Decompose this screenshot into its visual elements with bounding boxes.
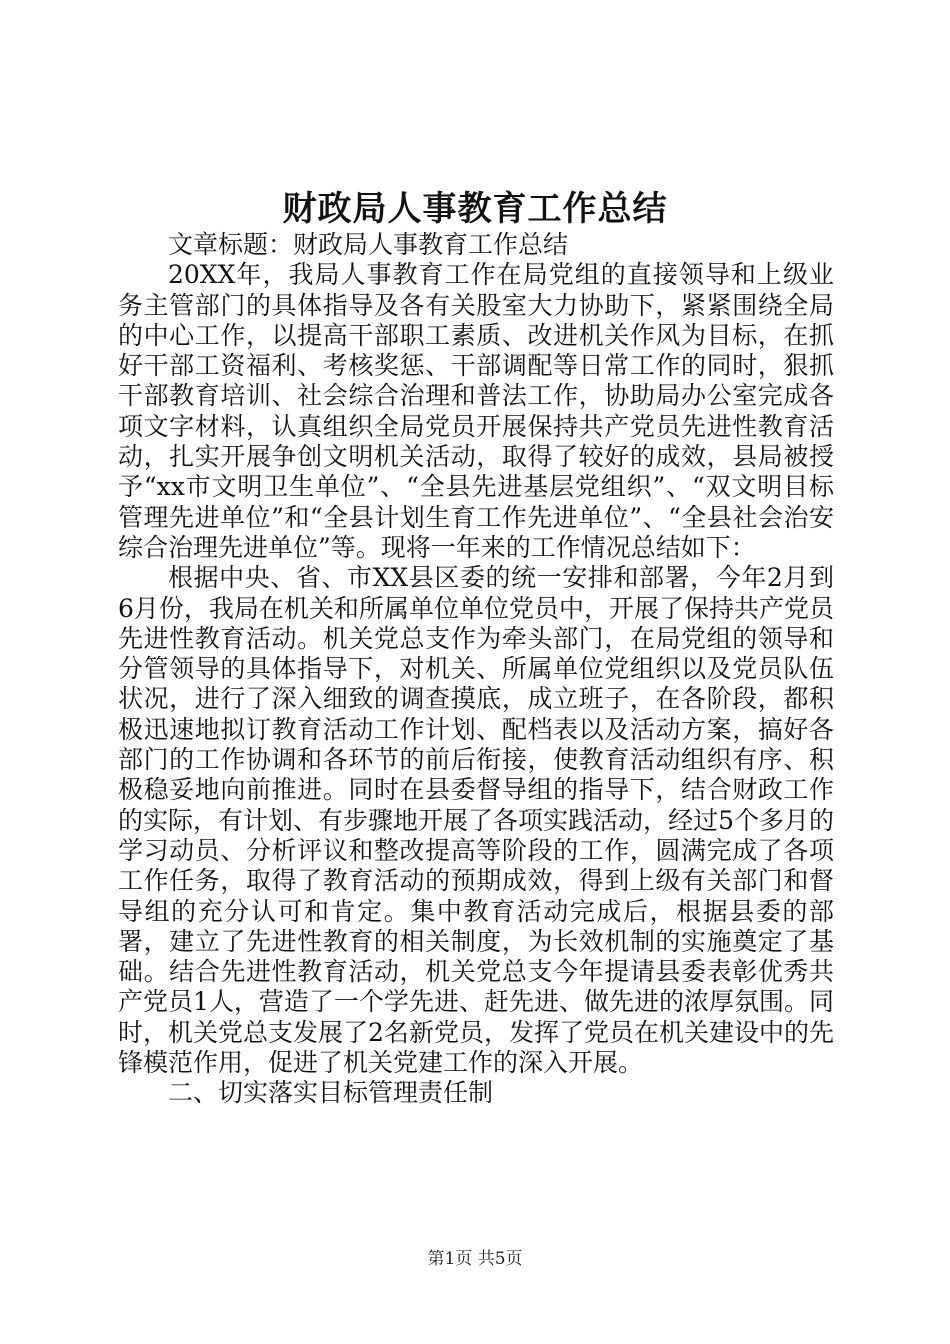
education-activity-paragraph: 根据中央、省、市XX县区委的统一安排和部署，今年2月到6月份，我局在机关和所属单位单位党员中，开展了保持共产党员先进性教育活动。机关党总支作为牵头部门，在局党组的领导和分管领导的具体指导下，对机关、所属单位党组织以及党员队伍状况，进行了深入细致的调查摸底，成立班子，在各阶段，都积极迅速地拟订教育活动工作计划、配档表以及活动方案，搞好各部门的工作协调和各环节的前后衔接，使教育活动组织有序、积极稳妥地向前推进。同时在县委督导组的指导下，结合财政工作的实际，有计划、有步骤地开展了各项实践活动，经过5个多月的学习动员、分析评议和整改提高等阶段的工作，圆满完成了各项工作任务，取得了教育活动的预期成效，得到上级有关部门和督导组的充分认可和肯定。集中教育活动完成后，根据县委的部署，建立了先进性教育的相关制度，为长效机制的实施奠定了基础。结合先进性教育活动，机关党总支今年提请县委表彰优秀共产党员1人，营造了一个学先进、赶先进、做先进的浓厚氛围。同时，机关党总支发展了2名新党员，发挥了党员在机关建设中的先锋模范作用，促进了机关党建工作的深入开展。 <box>118 563 834 1078</box>
article-title-line: 文章标题：财政局人事教育工作总结 <box>168 230 569 259</box>
document-body <box>118 230 834 1109</box>
document-title: 财政局人事教育工作总结 <box>282 189 668 229</box>
section-heading-two: 二、切实落实目标管理责任制 <box>168 1078 494 1108</box>
intro-paragraph: 20XX年，我局人事教育工作在局党组的直接领导和上级业务主管部门的具体指导及各有关股室大力协助下，紧紧围绕全局的中心工作，以提高干部职工素质、改进机关作风为目标，在抓好干部工资福利、考核奖惩、干部调配等日常工作的同时，狠抓干部教育培训、社会综合治理和普法工作，协助局办公室完成各项文字材料，认真组织全局党员开展保持共产党员先进性教育活动，扎实开展争创文明机关活动，取得了较好的成效，县局被授予“xx市文明卫生单位”、“全县先进基层党组织”、“双文明目标管理先进单位”和“全县计划生育工作先进单位”、“全县社会治安综合治理先进单位”等。现将一年来的工作情况总结如下： <box>118 260 834 562</box>
page-number-footer: 第1页 共5页 <box>427 1249 523 1269</box>
